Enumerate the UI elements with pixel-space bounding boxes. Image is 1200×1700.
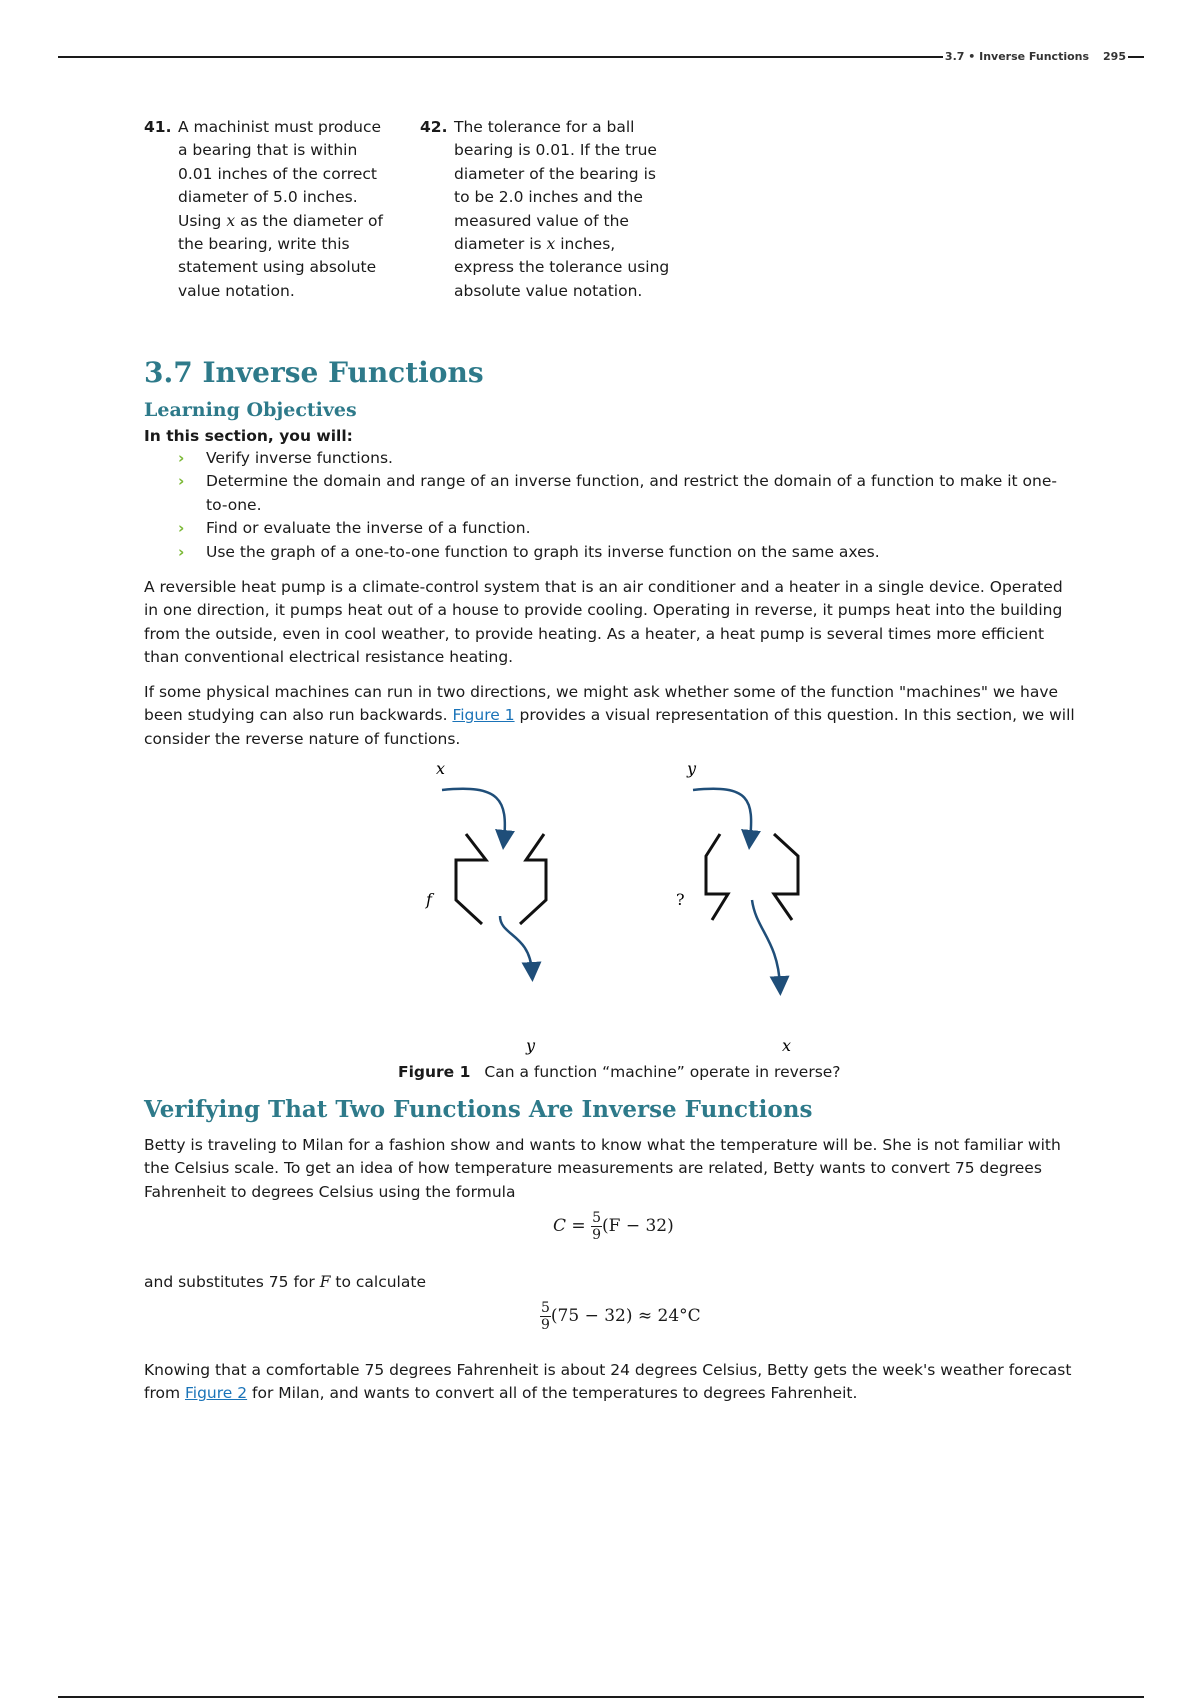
machine-unknown (676, 760, 798, 1055)
section-title: 3.7 Inverse Functions (144, 356, 484, 389)
running-head-section: 3.7 • Inverse Functions (944, 50, 1090, 63)
paragraph-function-machines: If some physical machines can run in two directions, we might ask whether some of the function "machines" we have been studying can also run backwards. Figure 1 provides a visual representation of this question. In this section, we will consider the reverse nature of functions. (144, 683, 1075, 748)
machine-f-input-label: x (436, 760, 446, 778)
paragraph-forecast: Knowing that a comfortable 75 degrees Fahrenheit is about 24 degrees Celsius, Betty gets the week's weather forecast from Figure 2 for Milan, and wants to convert all of the temperatures to degrees Fahrenheit. (144, 1361, 1072, 1403)
machine-unknown-label: ? (676, 890, 685, 909)
figure-1-caption (398, 1063, 841, 1081)
output-arrow-icon (752, 900, 780, 986)
function-machine-figure (380, 760, 820, 1060)
machine-f-output-label: y (526, 1036, 536, 1055)
paragraph-heat-pump: A reversible heat pump is a climate-control system that is an air conditioner and a heater in a single device. Operated in one direction, it pumps heat out of a house to provide cooling. Operating in reverse, it pumps heat into the building from the outside, even in cool weather, to provide heating. As a heater, a heat pump is several times more efficient than conventional electrical resistance heating. (144, 578, 1063, 667)
chevron-right-icon: › (178, 519, 185, 538)
subsection-title: Verifying That Two Functions Are Inverse Functions (144, 1096, 813, 1123)
learning-objectives-list (178, 447, 1078, 564)
figure-caption-text: Can a function “machine” operate in reverse? (484, 1063, 841, 1081)
fraction: $\frac{5}{9}$ (592, 1210, 601, 1243)
chevron-right-icon: › (178, 449, 185, 467)
machine-f (425, 760, 546, 1055)
machine-unknown-output-label: x (782, 1036, 792, 1055)
exercise-number: 42. (420, 118, 448, 136)
figure-2-link[interactable]: Figure 2 (185, 1384, 248, 1403)
footer-rule (58, 1696, 1144, 1698)
exercise-text: The tolerance for a ball bearing is 0.01. If the true diameter of the bearing is to be 2.0 inches and the measured value of the diameter is x inches, express the tolerance using absolute value notation. (454, 118, 670, 300)
running-head (943, 50, 1128, 63)
objective-item: › Use the graph of a one-to-one function to graph its inverse function on the same axes. (178, 541, 1078, 564)
learning-objectives-intro: In this section, you will: (144, 427, 353, 445)
machine-unknown-input-label: y (687, 760, 697, 778)
page-number: 295 (1103, 50, 1126, 63)
substitution-formula: $\frac{5}{9}$ (75 − 32) ≈ 24°C (541, 1300, 701, 1333)
machine-f-label: f (426, 890, 432, 909)
input-arrow-icon (442, 789, 505, 840)
variable-F: F (319, 1273, 331, 1291)
objective-item: › Verify inverse functions. (178, 447, 1078, 470)
machine-body-icon (456, 834, 546, 924)
fraction: $\frac{5}{9}$ (541, 1300, 550, 1333)
variable-x: x (226, 211, 236, 230)
exercise-42 (420, 116, 670, 303)
objective-item: › Determine the domain and range of an inverse function, and restrict the domain of a function to make it one-to-one. (178, 472, 1057, 514)
chevron-right-icon: › (178, 542, 185, 561)
learning-objectives-title: Learning Objectives (144, 399, 357, 421)
variable-x: x (546, 235, 556, 254)
machine-body-icon (706, 834, 798, 920)
paragraph-substitute: and substitutes 75 for F to calculate (144, 1273, 426, 1291)
paragraph-betty-intro: Betty is traveling to Milan for a fashion show and wants to know what the temperature will be. She is not familiar with the Celsius scale. To get an idea of how temperature measurements are related, Betty wants to convert 75 degrees Fahrenheit to degrees Celsius using the formula (144, 1136, 1061, 1201)
celsius-formula: C = $\frac{5}{9}$ (F − 32) (553, 1210, 674, 1243)
chevron-right-icon: › (178, 472, 185, 491)
figure-label: Figure 1 (398, 1063, 471, 1081)
output-arrow-icon (500, 916, 532, 972)
exercise-41 (144, 116, 394, 303)
exercise-text: A machinist must produce a bearing that is within 0.01 inches of the correct diameter of 5.0 inches. Using x as the diameter of the bearing, write this statement using absolute value notation. (178, 118, 384, 300)
input-arrow-icon (693, 789, 751, 840)
figure-1-link[interactable]: Figure 1 (452, 706, 515, 725)
objective-item: › Find or evaluate the inverse of a function. (178, 517, 1078, 540)
exercise-number: 41. (144, 118, 172, 136)
